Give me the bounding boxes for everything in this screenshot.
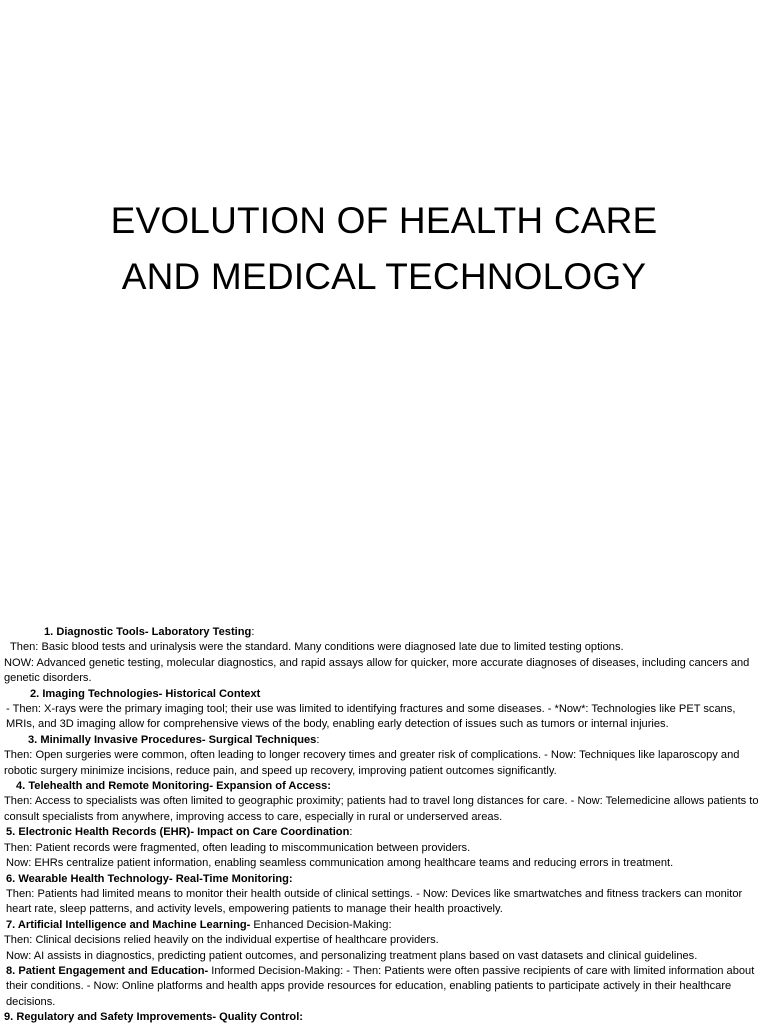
- section-text: Then: Clinical decisions relied heavily on the individual expertise of healthcare providers.: [4, 934, 439, 947]
- document-body: [4, 625, 764, 1026]
- section-heading: 6. Wearable Health Technology- Real-Time Monitoring:: [6, 872, 293, 885]
- section-text: Then: Patient records were fragmented, often leading to miscommunication between providers.: [4, 841, 471, 854]
- section-heading: 1. Diagnostic Tools- Laboratory Testing:: [44, 626, 255, 638]
- section-text: NOW: Advanced genetic testing, molecular diagnostics, and rapid assays allow for quicker, more accurate diagnoses of diseases, including cancers and genetic disorders.: [4, 656, 750, 685]
- section-heading: 7. Artificial Intelligence and Machine Learning- Enhanced Decision-Making:: [6, 918, 392, 931]
- section-text: Now: AI assists in diagnostics, predicting patient outcomes, and personalizing treatment plans based on vast datasets and clinical guidelines.: [6, 949, 698, 962]
- section-heading: 9. Regulatory and Safety Improvements- Quality Control:: [4, 1011, 303, 1024]
- page-title: [0, 193, 768, 305]
- section-text: Then: Patients had limited means to monitor their health outside of clinical settings. - Now: Devices like smartwatches and fitness trackers can monitor heart rate, sleep patterns, and activity levels, empowering patients to manage their health proactively.: [6, 887, 743, 916]
- title-line-1: EVOLUTION OF HEALTH CARE: [110, 200, 658, 241]
- section-text: Then: Basic blood tests and urinalysis were the standard. Many conditions were diagnosed late due to limited testing options.: [10, 641, 624, 654]
- section-text: Then: Open surgeries were common, often leading to longer recovery times and greater risk of complications. - Now: Techniques like laparoscopy and robotic surgery minimize incisions, reduce pain, and speed up recovery, improving patient outcomes significantly.: [4, 749, 740, 777]
- section-heading: 2. Imaging Technologies- Historical Context: [30, 687, 261, 700]
- section-heading: 5. Electronic Health Records (EHR)- Impact on Care Coordination:: [6, 826, 353, 839]
- section-heading: 3. Minimally Invasive Procedures- Surgical Techniques:: [28, 733, 320, 746]
- section-heading: 4. Telehealth and Remote Monitoring- Expansion of Access:: [16, 780, 331, 793]
- title-line-2: AND MEDICAL TECHNOLOGY: [121, 256, 647, 297]
- section-text: Then: Access to specialists was often limited to geographic proximity; patients had to travel long distances for care. - Now: Telemedicine allows patients to consult specialists from anywhere, improving access to care, especially in rural or underserved areas.: [4, 795, 759, 823]
- section-text: - Then: X-rays were the primary imaging tool; their use was limited to identifying fractures and some diseases. - *Now*: Technologies like PET scans, MRIs, and 3D imaging allow for comprehensive views of the body, enabling early detection of issues such as tumors or internal injuries.: [6, 703, 736, 731]
- section-text: Now: EHRs centralize patient information, enabling seamless communication among healthcare teams and reducing errors in treatment.: [6, 857, 674, 870]
- section-heading: 8. Patient Engagement and Education- Informed Decision-Making: - Then: Patients were often passive recipients of care with limited information about their conditions. - Now: Online platforms and health apps provide resources for education, enabling patients to participate actively in their healthcare decisions.: [6, 964, 755, 1008]
